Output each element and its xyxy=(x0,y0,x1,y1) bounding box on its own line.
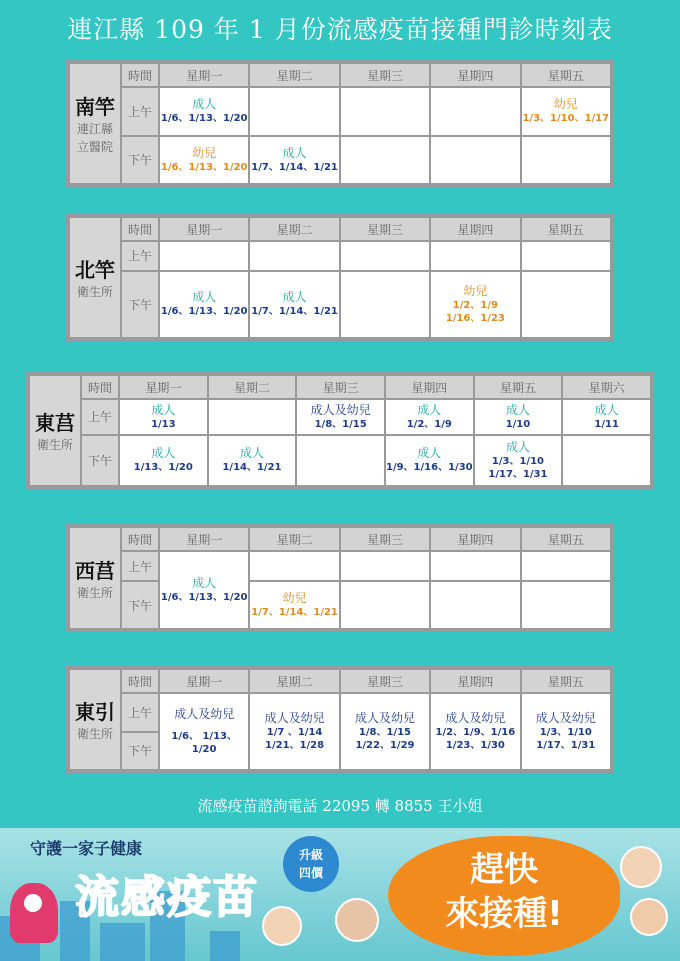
header-time: 時間 xyxy=(121,63,159,87)
slot-cell xyxy=(340,551,430,581)
header-day: 星期六 xyxy=(562,375,651,399)
slot-cell xyxy=(340,136,430,185)
schedule-nangan xyxy=(66,60,614,187)
slot-cell xyxy=(159,241,249,271)
banner-slogan: 守護一家子健康 xyxy=(30,839,143,858)
slot-cell xyxy=(340,241,430,271)
slot-cell: 幼兒 1/3、1/10、1/17 xyxy=(521,87,611,136)
slot-cell xyxy=(208,399,297,435)
header-day: 星期三 xyxy=(340,217,430,241)
slot-cell: 幼兒 1/6、1/13、1/20 xyxy=(159,136,249,185)
schedule-dongyin xyxy=(66,666,614,773)
slot-cell: 成人 1/6、1/13、1/20 xyxy=(159,271,249,338)
header-day: 星期五 xyxy=(521,63,611,87)
header-day: 星期五 xyxy=(521,669,611,693)
location-name: 南竿 xyxy=(75,95,115,119)
upgrade-badge: 升級 四價 xyxy=(283,836,339,892)
slot-cell: 成人及幼兒 1/8、1/15 1/22、1/29 xyxy=(340,693,430,770)
slot-cell: 成人 1/7、1/14、1/21 xyxy=(249,136,339,185)
header-day: 星期五 xyxy=(474,375,563,399)
schedule-dongju xyxy=(26,372,654,489)
slot-cell: 成人 1/11 xyxy=(562,399,651,435)
location-cell xyxy=(29,375,81,486)
header-day: 星期五 xyxy=(521,217,611,241)
header-day: 星期二 xyxy=(208,375,297,399)
slot-cell xyxy=(521,136,611,185)
slot-cell: 成人 1/2、1/9 xyxy=(385,399,474,435)
slot-cell: 成人 1/6、1/13、1/20 xyxy=(159,551,249,629)
header-day: 星期一 xyxy=(119,375,208,399)
monster-eye-icon xyxy=(24,894,42,912)
header-day: 星期四 xyxy=(430,217,520,241)
period-am: 上午 xyxy=(81,399,119,435)
building-illustration xyxy=(210,931,240,961)
location-cell xyxy=(69,527,121,629)
slot-cell xyxy=(430,551,520,581)
slot-cell: 成人及幼兒 1/6、 1/13、1/20 xyxy=(159,693,249,770)
period-am: 上午 xyxy=(121,693,159,732)
period-pm: 下午 xyxy=(121,136,159,185)
slot-cell xyxy=(430,581,520,629)
location-sub: 衛生所 xyxy=(36,438,73,452)
location-name: 東引 xyxy=(75,700,115,724)
period-pm: 下午 xyxy=(121,581,159,629)
monster-illustration xyxy=(10,883,58,943)
header-day: 星期五 xyxy=(521,527,611,551)
promo-banner xyxy=(0,828,680,961)
location-cell xyxy=(69,63,121,184)
location-sub: 衛生所 xyxy=(76,585,113,600)
slot-cell: 成人 1/3、1/10 1/17、1/31 xyxy=(474,435,563,486)
slot-cell xyxy=(430,87,520,136)
slot-cell: 成人及幼兒 1/2、1/9、1/16 1/23、1/30 xyxy=(430,693,520,770)
banner-headline: 流感疫苗 xyxy=(75,872,259,923)
location-sub: 衛生所 xyxy=(76,727,113,741)
page-title: 連江縣 109 年 1 月份流感疫苗接種門診時刻表 xyxy=(67,15,613,44)
header-time: 時間 xyxy=(121,527,159,551)
period-am: 上午 xyxy=(121,241,159,271)
slot-cell: 幼兒 1/2、1/9 1/16、1/23 xyxy=(430,271,520,338)
slot-cell xyxy=(340,271,430,338)
location-sub: 連江縣 xyxy=(76,122,113,136)
family-illustration xyxy=(630,898,668,936)
header-day: 星期二 xyxy=(249,669,339,693)
slot-cell xyxy=(430,136,520,185)
header-day: 星期四 xyxy=(430,63,520,87)
slot-cell xyxy=(340,87,430,136)
slot-cell: 成人 1/9、1/16、1/30 xyxy=(385,435,474,486)
slot-cell xyxy=(521,241,611,271)
family-illustration xyxy=(262,906,302,946)
header-day: 星期一 xyxy=(159,217,249,241)
slot-cell xyxy=(521,581,611,629)
slot-cell: 成人及幼兒 1/3、1/10 1/17、1/31 xyxy=(521,693,611,770)
contact-info: 流感疫苗諮詢電話 22095 轉 8855 王小姐 xyxy=(197,797,483,815)
location-sub: 衛生所 xyxy=(76,285,113,299)
period-pm: 下午 xyxy=(121,271,159,338)
header-day: 星期三 xyxy=(340,527,430,551)
header-day: 星期三 xyxy=(340,669,430,693)
header-time: 時間 xyxy=(121,217,159,241)
header-day: 星期二 xyxy=(249,527,339,551)
header-day: 星期二 xyxy=(249,63,339,87)
header-day: 星期一 xyxy=(159,63,249,87)
header-day: 星期四 xyxy=(385,375,474,399)
family-illustration xyxy=(620,846,662,888)
slot-cell xyxy=(249,87,339,136)
slot-cell xyxy=(521,271,611,338)
header-day: 星期一 xyxy=(159,527,249,551)
location-sub: 立醫院 xyxy=(76,140,113,154)
slot-cell: 成人 1/13、1/20 xyxy=(119,435,208,486)
location-name: 北竿 xyxy=(75,258,115,282)
family-illustration xyxy=(335,898,379,942)
slot-cell: 成人 1/6、1/13、1/20 xyxy=(159,87,249,136)
slot-cell xyxy=(521,551,611,581)
header-time: 時間 xyxy=(121,669,159,693)
period-pm: 下午 xyxy=(81,435,119,486)
schedule-beigan xyxy=(66,214,614,341)
header-day: 星期一 xyxy=(159,669,249,693)
slot-cell xyxy=(340,581,430,629)
slot-cell xyxy=(562,435,651,486)
period-pm: 下午 xyxy=(121,732,159,771)
slot-cell xyxy=(296,435,385,486)
slot-cell: 成人及幼兒 1/7 、1/14 1/21、1/28 xyxy=(249,693,339,770)
header-day: 星期三 xyxy=(340,63,430,87)
slot-cell xyxy=(249,241,339,271)
location-cell xyxy=(69,669,121,770)
period-am: 上午 xyxy=(121,551,159,581)
location-name: 西莒 xyxy=(75,558,115,583)
location-name: 東莒 xyxy=(35,411,75,435)
location-cell xyxy=(69,217,121,338)
header-day: 星期四 xyxy=(430,527,520,551)
cta-text: 趕快 來接種! xyxy=(445,850,563,934)
header-time: 時間 xyxy=(81,375,119,399)
building-illustration xyxy=(100,923,145,961)
slot-cell: 成人 1/14、1/21 xyxy=(208,435,297,486)
header-day: 星期三 xyxy=(296,375,385,399)
schedule-xiju xyxy=(66,524,614,632)
slot-cell: 成人 1/13 xyxy=(119,399,208,435)
period-am: 上午 xyxy=(121,87,159,136)
slot-cell: 成人 1/7、1/14、1/21 xyxy=(249,271,339,338)
slot-cell: 成人 1/10 xyxy=(474,399,563,435)
slot-cell: 幼兒 1/7、1/14、1/21 xyxy=(249,581,339,629)
slot-cell xyxy=(249,551,339,581)
slot-cell: 成人及幼兒 1/8、1/15 xyxy=(296,399,385,435)
header-day: 星期二 xyxy=(249,217,339,241)
header-day: 星期四 xyxy=(430,669,520,693)
slot-cell xyxy=(430,241,520,271)
